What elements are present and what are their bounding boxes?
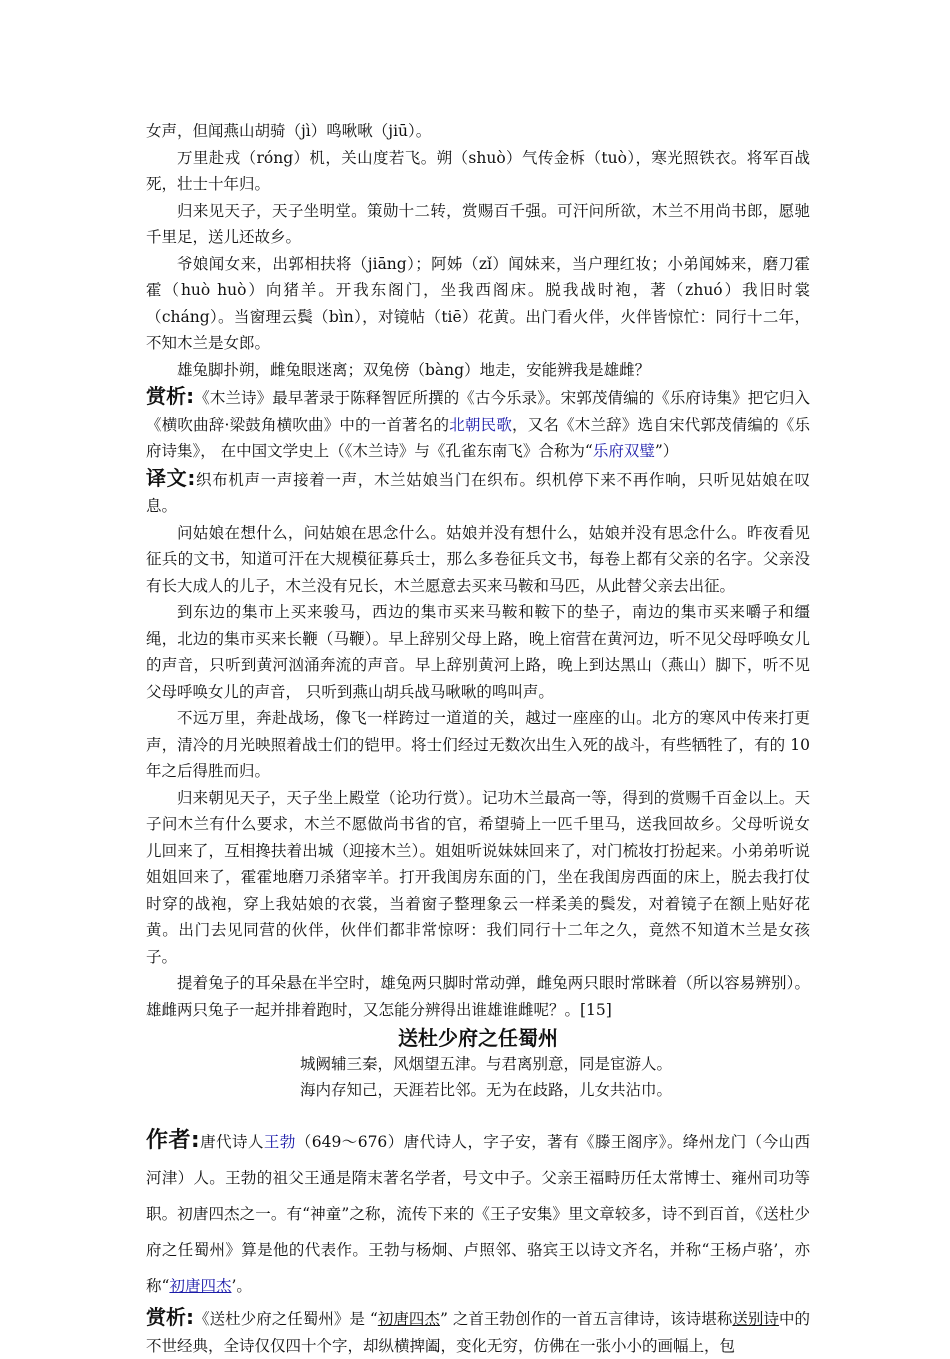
poem-line: 爷娘闻女来，出郭相扶将（jiāng）；阿姊（zǐ）闻妹来，当户理红妆；小弟闻姊来，磨刀霍霍（huò huò）向猪羊。开我东阁门，坐我西阁床。脱我战时袍，著（zhuó）我旧时裳（cháng）。当窗理云鬓（bìn），对镜帖（tiē）花黄。出门看火伴，火伴皆惊忙：同行十二年，不知木兰是女郎。: [146, 254, 810, 352]
author-text: ’。: [231, 1277, 252, 1295]
poem-line: 城阙辅三秦，风烟望五津。与君离别意，同是宦游人。: [299, 1055, 672, 1073]
poem-line: 海内存知己，天涯若比邻。无为在歧路，儿女共沾巾。: [299, 1081, 672, 1099]
appreciation-label: 赏析:: [146, 384, 195, 408]
link-four-talents[interactable]: 初唐四杰: [169, 1277, 232, 1295]
appreciation-text: ，又名《木兰辞》选自宋代郭茂倩编的《乐府诗集》， 在中国文学史上（《木兰诗》与《孔雀东南飞》合称为“: [146, 415, 810, 460]
link-northern-folk-song[interactable]: 北朝民歌: [449, 415, 513, 434]
appreciation-paragraph: [146, 383, 810, 465]
poem-line: 万里赴戎（róng）机，关山度若飞。朔（shuò）气传金柝（tuò），寒光照铁衣。将军百战死，壮士十年归。: [146, 148, 810, 193]
link-wang-bo[interactable]: 王勃: [263, 1133, 296, 1151]
spacer: [146, 1103, 810, 1123]
poem-line: 雄兔脚扑朔，雌兔眼迷离；双兔傍（bàng）地走，安能辨我是雄雌？: [177, 360, 651, 379]
document-page: [146, 118, 810, 1359]
poem-line: 女声，但闻燕山胡骑（jì）鸣啾啾（jiū）。: [146, 122, 432, 140]
link-farewell-poem[interactable]: 送别诗: [732, 1310, 779, 1328]
translation-paragraph: 问姑娘在想什么，问姑娘在思念什么。姑娘并没有想什么，姑娘并没有思念什么。昨夜看见征兵的文书，知道可汗在大规模征募兵士，那么多卷征兵文书，每卷上都有父亲的名字。父亲没有长大成人的儿子，木兰没有兄长，木兰愿意去买来马鞍和马匹，从此替父亲去出征。: [146, 523, 810, 595]
translation-paragraph: 到东边的集市上买来骏马，西边的集市买来马鞍和鞍下的垫子，南边的集市买来嚼子和缰绳，北边的集市买来长鞭（马鞭）。早上辞别父母上路，晚上宿营在黄河边，听不见父母呼唤女儿的声音，只听到黄河汹涌奔流的声音。早上辞别黄河上路，晚上到达黑山（燕山）脚下，听不见父母呼唤女儿的声音， 只听到燕山胡兵战马啾啾的鸣叫声。: [146, 603, 810, 701]
appreciation-paragraph: [146, 1304, 810, 1359]
author-text: （649～676）唐代诗人，字子安，著有《滕王阁序》。绛州龙门（今山西 河津）人。王勃的祖父王通是隋末著名学者，号文中子。父亲王福畤历任太常博士、雍州司功等职。初唐四杰之一。有“神童”之称，流传下来的《王子安集》里文章较多，诗不到百首，《送杜少府之任蜀州》算是他的代表作。王勃与杨炯、卢照邻、骆宾王以诗文齐名，并称“王杨卢骆’，亦称“: [146, 1133, 810, 1295]
appreciation-text: ” 之首王勃创作的一首五言律诗，该诗堪称: [439, 1310, 733, 1328]
author-text: 唐代诗人: [199, 1133, 264, 1151]
appreciation-text: ”）: [654, 442, 679, 460]
link-four-talents[interactable]: 初唐四杰: [377, 1310, 440, 1328]
appreciation-text: 中的不世经典，全诗仅仅四十个字，却纵横捭阖，变化无穷，仿佛在一张小小的画幅上，包: [146, 1310, 810, 1355]
translation-paragraph: [146, 465, 810, 520]
appreciation-text: 《送杜少府之任蜀州》是 “: [194, 1310, 378, 1328]
translation-label: 译文:: [146, 465, 196, 490]
author-label: 作者:: [146, 1128, 200, 1153]
appreciation-text: 《木兰诗》最早著录于陈释智匠所撰的《古今乐录》。宋郭茂倩编的《乐府诗集》把它归入《横吹曲辞·梁鼓角横吹曲》中的一首著名的: [146, 389, 810, 434]
author-paragraph: [146, 1123, 810, 1304]
poem-title: 送杜少府之任蜀州: [398, 1026, 558, 1050]
appreciation-label: 赏析:: [146, 1305, 195, 1329]
translation-paragraph: 归来朝见天子，天子坐上殿堂（论功行赏）。记功木兰最高一等，得到的赏赐千百金以上。天子问木兰有什么要求，木兰不愿做尚书省的官，希望骑上一匹千里马，送我回故乡。父母听说女儿回来了，互相搀扶着出城（迎接木兰）。姐姐听说妹妹回来了，对门梳妆打扮起来。小弟弟听说姐姐回来了，霍霍地磨刀杀猪宰羊。打开我闺房东面的门，坐在我闺房西面的床上，脱去我打仗时穿的战袍，穿上我姑娘的衣裳，当着窗子整理象云一样柔美的鬓发，对着镜子在额上贴好花黄。出门去见同营的伙伴，伙伴们都非常惊呀：我们同行十二年之久，竟然不知道木兰是女孩子。: [146, 788, 810, 966]
translation-paragraph: 提着兔子的耳朵悬在半空时，雄兔两只脚时常动弹，雌兔两只眼时常眯着（所以容易辨别）。雄雌两只兔子一起并排着跑时，又怎能分辨得出谁雄谁雌呢？。[15]: [146, 974, 810, 1019]
link-yuefu-twin-jades[interactable]: 乐府双璧: [592, 442, 655, 460]
poem-line: 归来见天子，天子坐明堂。策勋十二转，赏赐百千强。可汗问所欲，木兰不用尚书郎，愿驰千里足，送儿还故乡。: [146, 201, 810, 246]
translation-text: 织布机声一声接着一声，木兰姑娘当门在织布。织机停下来不再作响，只听见姑娘在叹息。: [146, 470, 810, 515]
translation-paragraph: 不远万里，奔赴战场，像飞一样跨过一道道的关，越过一座座的山。北方的寒风中传来打更声，清冷的月光映照着战士们的铠甲。将士们经过无数次出生入死的战斗，有些牺牲了，有的 10 年之后得胜而归。: [146, 709, 810, 780]
